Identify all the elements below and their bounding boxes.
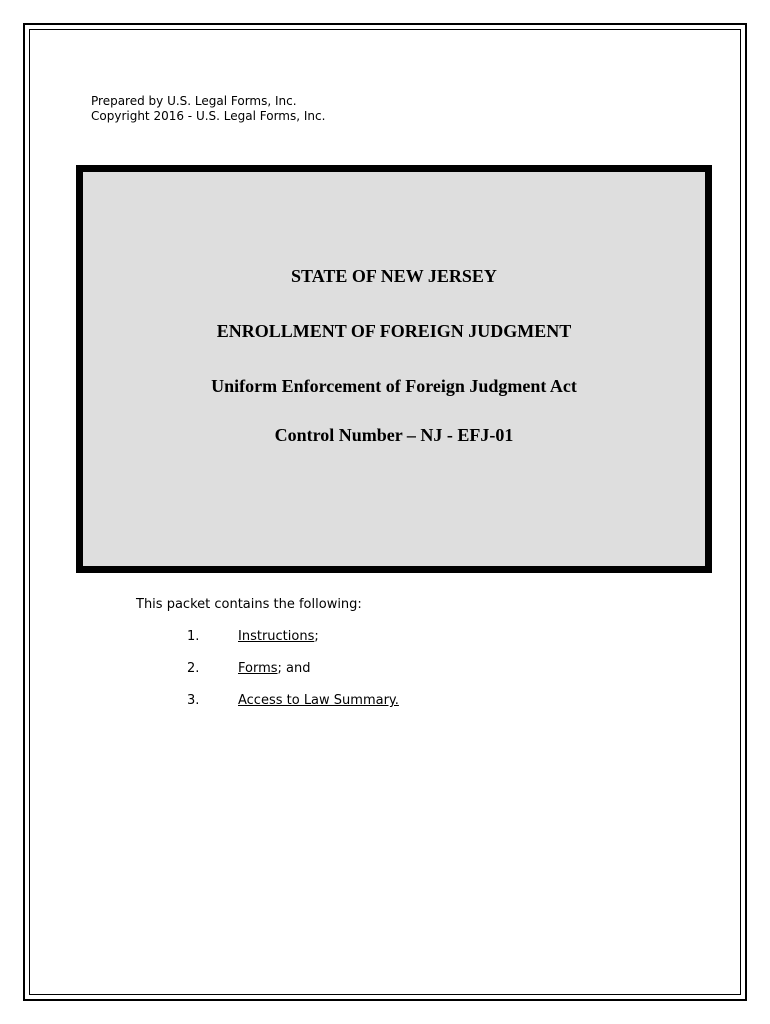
instructions-link[interactable]: Instructions	[238, 629, 315, 644]
state-title: STATE OF NEW JERSEY	[291, 266, 497, 286]
act-title: Uniform Enforcement of Foreign Judgment Act	[211, 376, 577, 396]
item-number: 2.	[187, 661, 200, 676]
forms-link[interactable]: Forms	[238, 661, 278, 676]
item-number: 3.	[187, 693, 200, 708]
item-suffix: ;	[314, 629, 319, 644]
law-summary-link[interactable]: Access to Law Summary.	[238, 693, 399, 708]
packet-item-forms	[187, 661, 311, 676]
document-title: ENROLLMENT OF FOREIGN JUDGMENT	[216, 321, 572, 341]
packet-item-law-summary	[187, 693, 399, 708]
item-suffix: ; and	[277, 661, 311, 676]
prepared-by-text: Prepared by U.S. Legal Forms, Inc.	[91, 94, 297, 108]
prepared-by-block	[91, 94, 325, 124]
copyright-text: Copyright 2016 - U.S. Legal Forms, Inc.	[91, 109, 326, 123]
packet-intro: This packet contains the following:	[136, 597, 362, 612]
title-box	[76, 165, 712, 573]
control-number: Control Number – NJ - EFJ-01	[274, 425, 514, 445]
item-number: 1.	[187, 629, 200, 644]
packet-item-instructions	[187, 629, 319, 644]
